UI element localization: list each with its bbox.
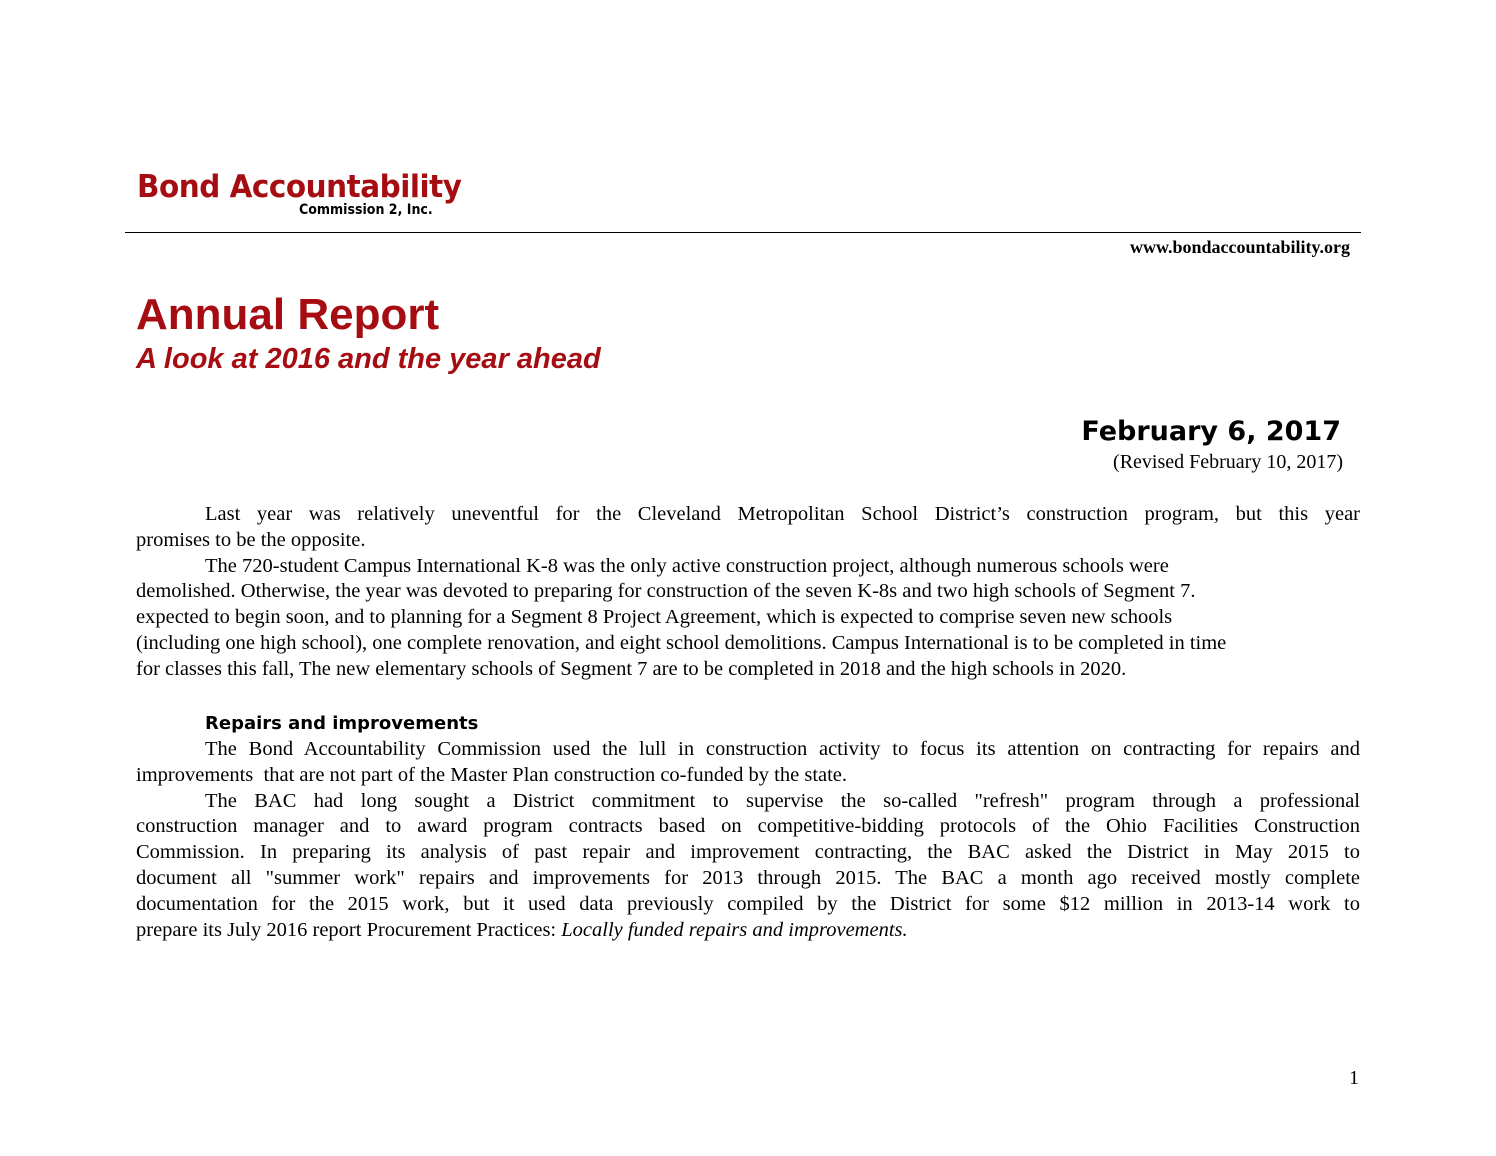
paragraph-line-last bbox=[136, 918, 1360, 944]
paragraph-text: prepare its July 2016 report Procurement Practices: bbox=[136, 918, 562, 941]
paragraph-line: Commission. In preparing its analysis of past repair and improvement contracting, the BAC asked the District in May 2015 to bbox=[136, 841, 1360, 864]
page-number: 1 bbox=[1349, 1067, 1359, 1089]
website-url: www.bondaccountability.org bbox=[1129, 237, 1350, 257]
paragraph-line: documentation for the 2015 work, but it used data previously compiled by the District for some $12 million in 2013-14 work to bbox=[136, 892, 1360, 915]
logo bbox=[137, 169, 479, 218]
paragraph-line: for classes this fall, The new elementary schools of Segment 7 are to be completed in 2018 and the high schools in 2020. bbox=[136, 657, 1127, 680]
paragraph-line: The Bond Accountability Commission used the lull in construction activity to focus its attention on contracting for repairs and bbox=[205, 738, 1360, 760]
page-title: Annual Report bbox=[136, 290, 440, 339]
page-subtitle: A look at 2016 and the year ahead bbox=[136, 343, 601, 375]
paragraph-line: Last year was relatively uneventful for the Cleveland Metropolitan School District’s construction program, but this year bbox=[205, 503, 1360, 525]
logo-main: Bond Accountability bbox=[137, 169, 462, 205]
paragraph-line: document all "summer work" repairs and improvements for 2013 through 2015. The BAC a month ago received mostly complete bbox=[136, 866, 1360, 889]
section-paragraphs bbox=[136, 737, 1360, 943]
logo-sub: Commission 2, Inc. bbox=[299, 202, 433, 218]
paragraph-line: expected to begin soon, and to planning for a Segment 8 Project Agreement, which is expected to comprise seven new schools bbox=[136, 606, 1173, 629]
revised-date: (Revised February 10, 2017) bbox=[1113, 451, 1343, 473]
paragraph-line: demolished. Otherwise, the year was devoted to preparing for construction of the seven K-8s and two high schools of Segment 7. bbox=[136, 580, 1196, 603]
paragraph-line: promises to be the opposite. bbox=[136, 528, 366, 551]
paragraph-line: (including one high school), one complete renovation, and eight school demolitions. Campus International is to be completed in time bbox=[136, 631, 1227, 654]
header-rule bbox=[125, 232, 1361, 233]
paragraph-line: improvements that are not part of the Master Plan construction co-funded by the state. bbox=[136, 763, 848, 786]
intro-paragraphs bbox=[136, 502, 1360, 683]
report-date: February 6, 2017 bbox=[1081, 416, 1341, 447]
section-heading: Repairs and improvements bbox=[205, 713, 479, 734]
paragraph-line: The BAC had long sought a District commitment to supervise the so-called "refresh" program through a professional bbox=[205, 789, 1360, 812]
report-title-italic: Locally funded repairs and improvements. bbox=[561, 918, 908, 941]
paragraph-line: The 720-student Campus International K-8 was the only active construction project, although numerous schools were bbox=[205, 554, 1169, 577]
paragraph-line: construction manager and to award program contracts based on competitive-bidding protocols of the Ohio Facilities Construction bbox=[136, 815, 1360, 838]
